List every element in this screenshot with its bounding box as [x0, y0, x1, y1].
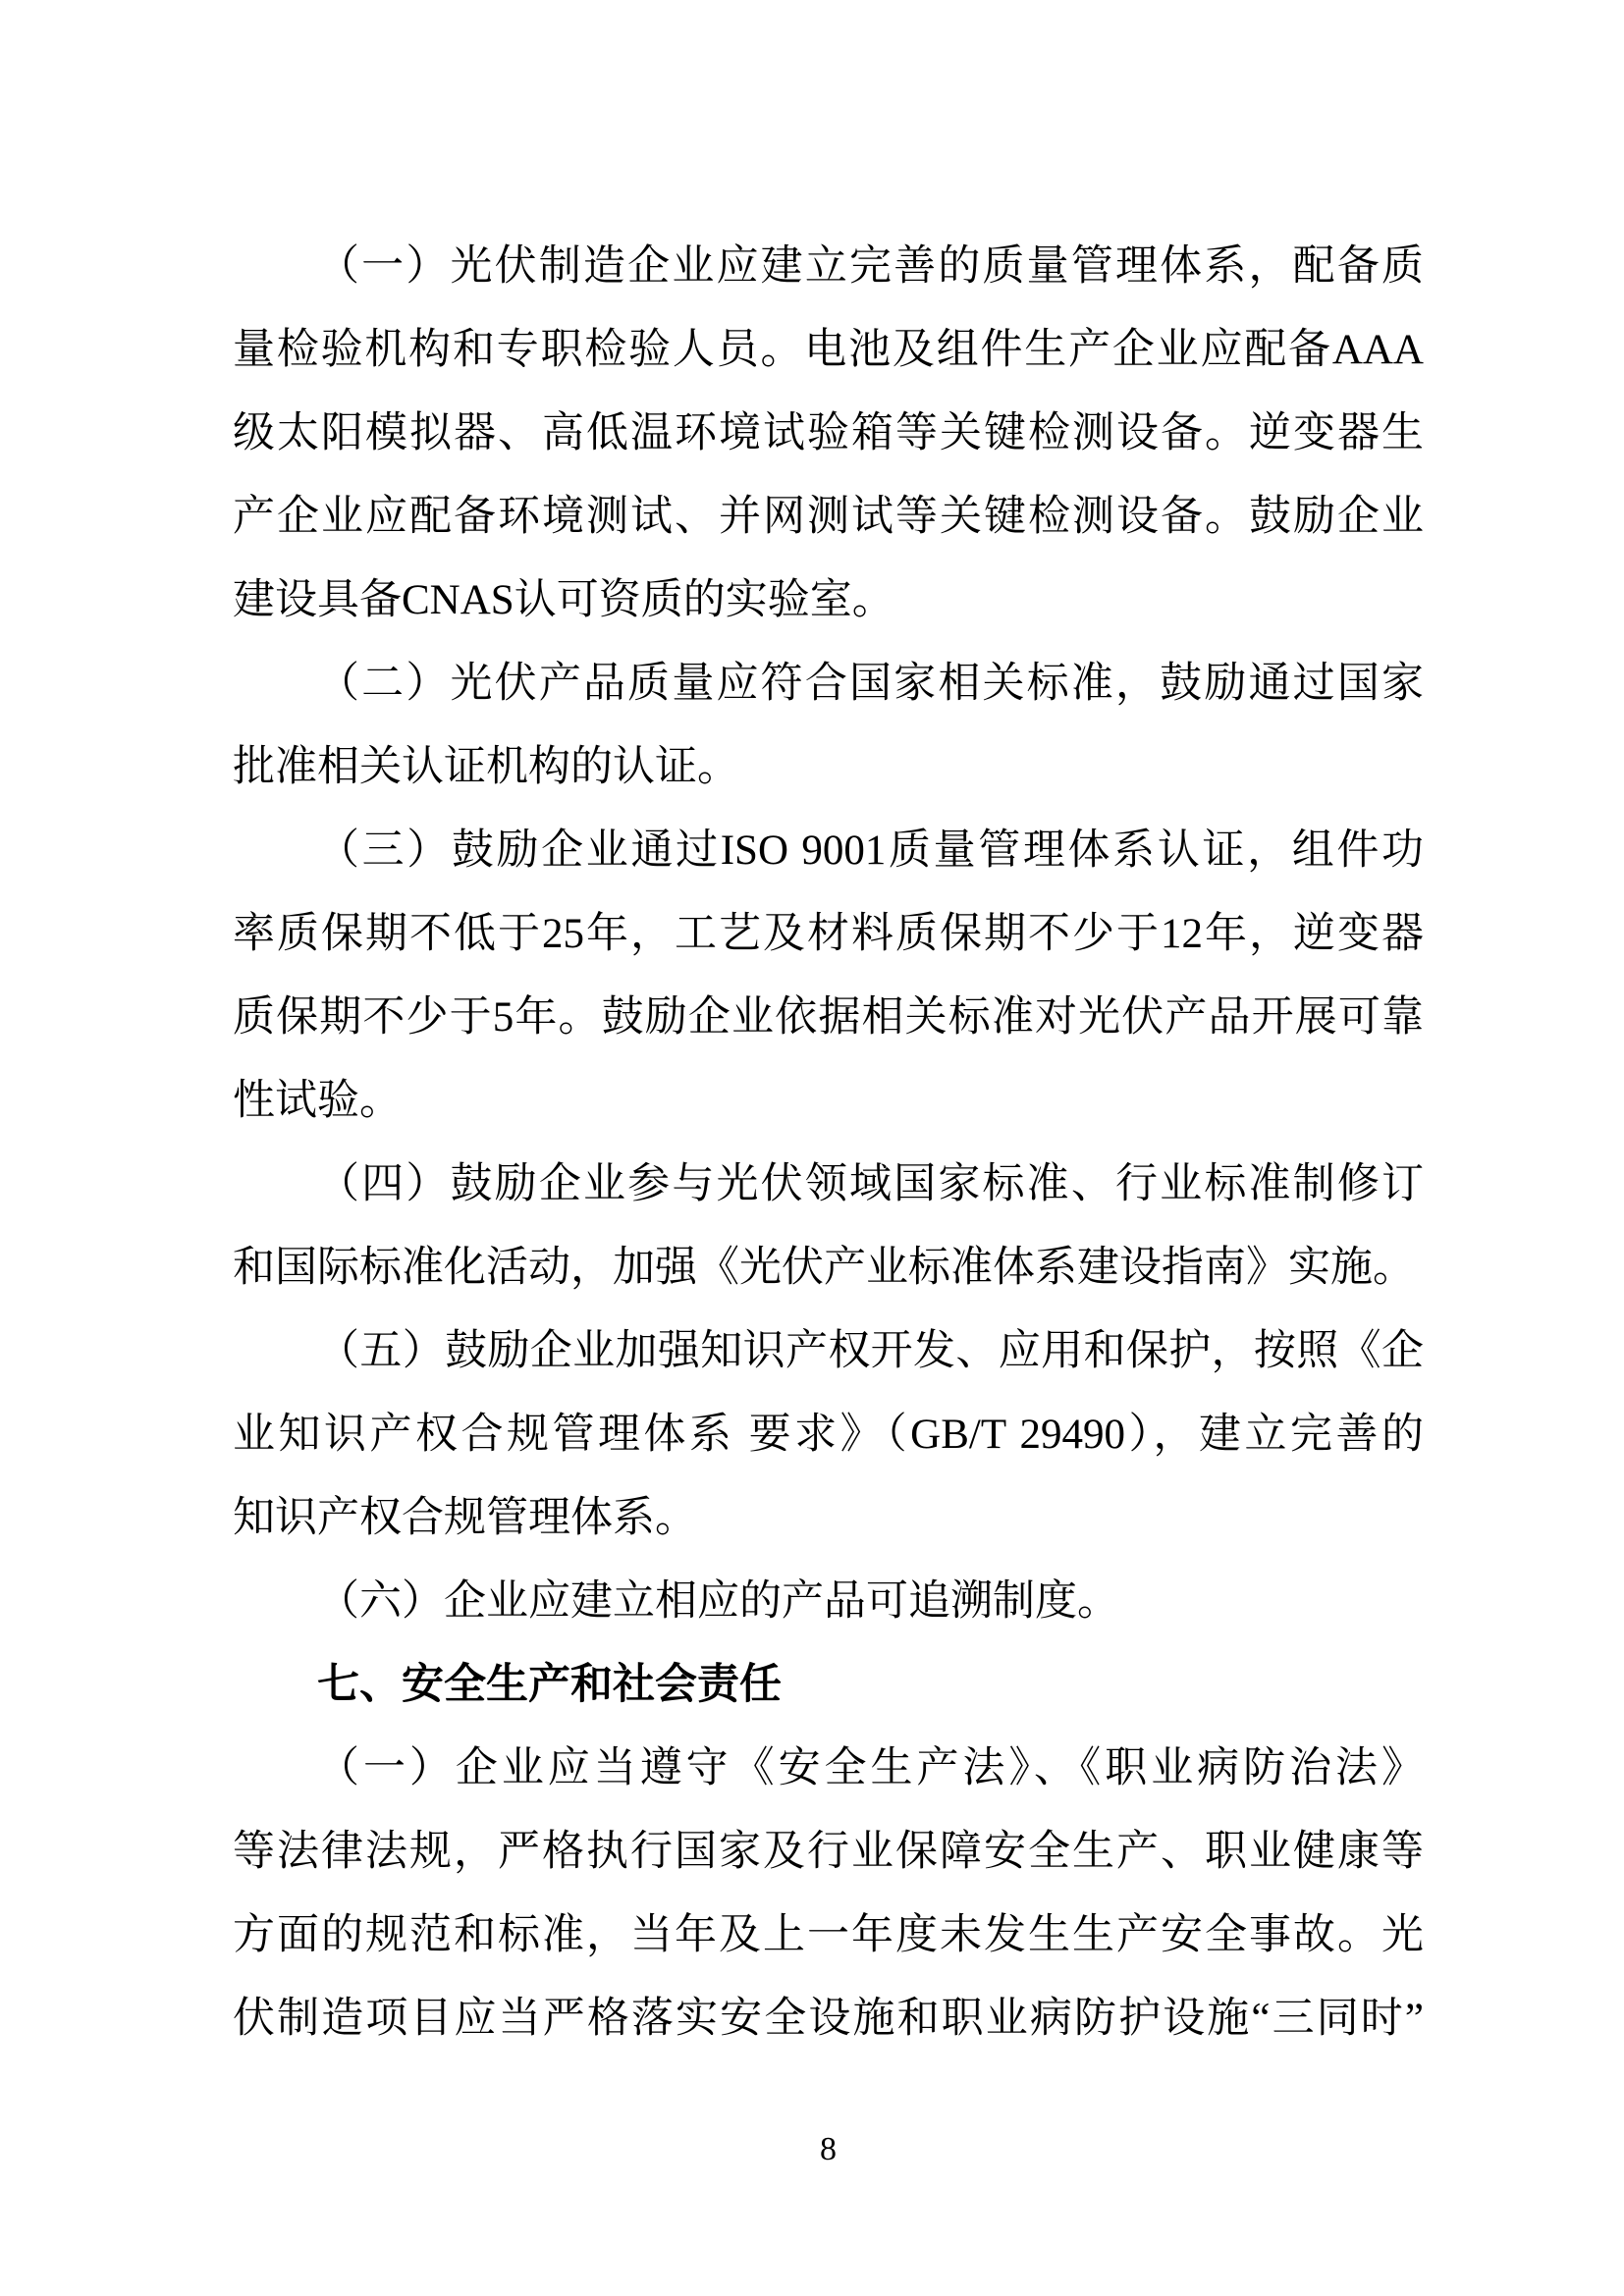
body-line: 量检验机构和专职检验人员。电池及组件生产企业应配备AAA — [233, 327, 1424, 373]
page-number: 8 — [820, 2131, 837, 2167]
body-line: 等法律法规，严格执行国家及行业保障安全生产、职业健康等 — [233, 1829, 1424, 1875]
body-line: 伏制造项目应当严格落实安全设施和职业病防护设施“三同时” — [233, 1996, 1424, 2042]
body-line: 质保期不少于5年。鼓励企业依据相关标准对光伏产品开展可靠 — [233, 994, 1424, 1041]
body-line: 率质保期不低于25年，工艺及材料质保期不少于12年，逆变器 — [233, 911, 1424, 957]
body-line: 级太阳模拟器、高低温环境试验箱等关键检测设备。逆变器生 — [233, 410, 1424, 456]
body-line: （六）企业应建立相应的产品可追溯制度。 — [317, 1578, 1119, 1625]
body-line: 批准相关认证机构的认证。 — [233, 744, 739, 790]
body-line: （一）企业应当遵守《安全生产法》、《职业病防治法》 — [317, 1745, 1424, 1791]
body-line: 性试验。 — [233, 1078, 402, 1124]
body-line: （二）光伏产品质量应符合国家相关标准，鼓励通过国家 — [317, 661, 1424, 707]
body-line: 产企业应配备环境测试、并网测试等关键检测设备。鼓励企业 — [233, 494, 1424, 540]
body-line: （五）鼓励企业加强知识产权开发、应用和保护，按照《企 — [317, 1328, 1424, 1374]
body-line: （四）鼓励企业参与光伏领域国家标准、行业标准制修订 — [317, 1161, 1424, 1207]
body-line: 知识产权合规管理体系。 — [233, 1495, 697, 1541]
body-line: 业知识产权合规管理体系 要求》（GB/T 29490），建立完善的 — [233, 1412, 1424, 1458]
body-line: 建设具备CNAS认可资质的实验室。 — [233, 577, 894, 623]
body-line: 和国际标准化活动，加强《光伏产业标准体系建设指南》实施。 — [233, 1245, 1415, 1291]
body-line: （三）鼓励企业通过ISO 9001质量管理体系认证，组件功 — [317, 828, 1424, 874]
section-heading: 七、安全生产和社会责任 — [317, 1661, 782, 1708]
body-line: （一）光伏制造企业应建立完善的质量管理体系，配备质 — [317, 243, 1424, 290]
document-body — [233, 225, 1424, 2060]
body-line: 方面的规范和标准，当年及上一年度未发生生产安全事故。光 — [233, 1912, 1424, 1958]
